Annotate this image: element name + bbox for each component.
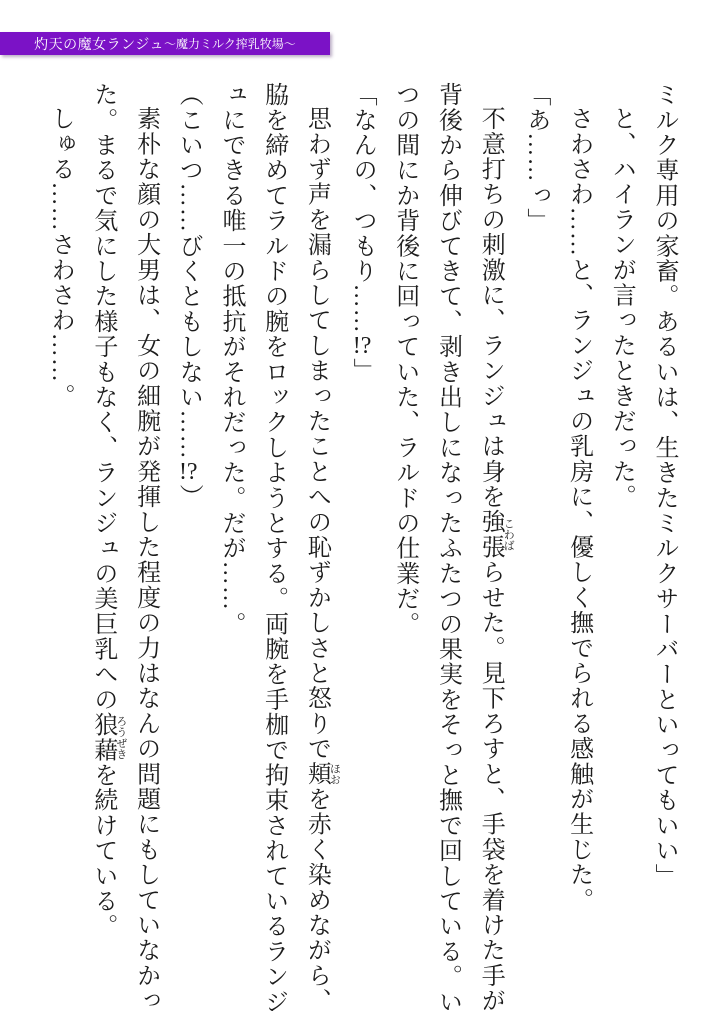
paragraph: 思わず声を漏らしてしまったことへの恥ずかしさと怒りで頬 ほおを赤く染めながら、脇を締めてラルドの腕をロックしようとする。両腕を手枷で拘束されているランジュにできる唯一の抵抗がそれだった。だが……。	[217, 82, 341, 1015]
book-subtitle: ～魔力ミルク搾乳牧場～	[164, 37, 296, 51]
tatechuyoko-glyph: !?	[178, 460, 198, 484]
furigana-ruby: 強張 こわば	[477, 509, 515, 560]
paragraph: 「あ……っ」	[522, 82, 549, 234]
furigana-ruby: 頬 ほお	[303, 761, 341, 787]
tatechuyoko-glyph: !?	[352, 334, 372, 358]
page-text	[44, 82, 685, 1016]
paragraph: と、ハイランが言ったときだった。	[608, 106, 635, 510]
paragraph: ミルク専用の家畜。あるいは、生きたミルクサーバーといってもいい」	[651, 82, 677, 889]
paragraph: 「なんの、つもり……!?」	[349, 82, 376, 384]
paragraph: （こいつ……びくともしない……!?）	[175, 82, 202, 510]
paragraph: 不意打ちの刺激に、ランジュは身を強張 こわばらせた。見下ろすと、手袋を着けた手が背後から伸びてきて、剥き出しになったふたつの果実をそっと撫で回している。いつの間にか背後に回っていた、ラルドの仕業だ。	[391, 82, 515, 1015]
book-title: 灼天の魔女ランジュ	[34, 37, 165, 53]
furigana-ruby: 狼藉 ろうぜき	[89, 712, 127, 763]
paragraph: しゅる……さわさわ……。	[47, 106, 74, 409]
paragraph: 素朴な顔の大男は、女の細腕が発揮した程度の力はなんの問題にもしていなかった。まるで気にした様子もなく、ランジュの美巨乳への狼藉 ろうぜきを続けている。	[89, 82, 159, 1014]
chapter-header-bar	[0, 32, 330, 55]
paragraph: さわさわ……と、ランジュの乳房に、優しく撫でられる感触が生じた。	[565, 106, 592, 913]
